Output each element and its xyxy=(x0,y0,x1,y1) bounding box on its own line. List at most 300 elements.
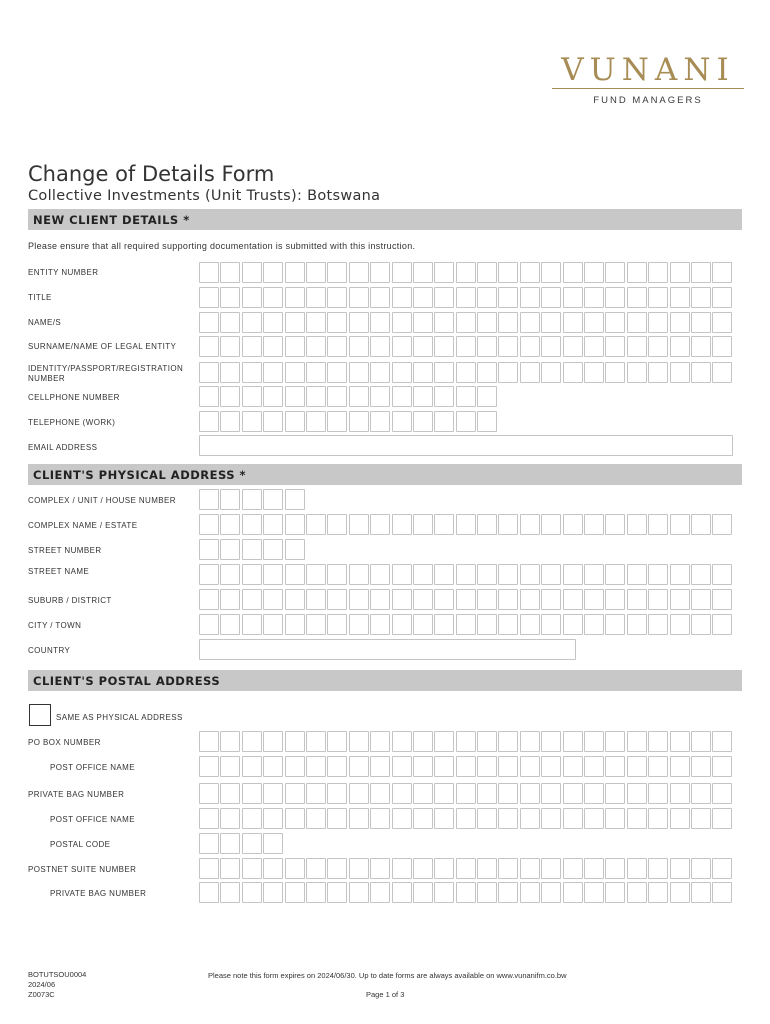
character-box[interactable] xyxy=(370,731,390,752)
character-box[interactable] xyxy=(691,882,711,903)
character-box[interactable] xyxy=(199,589,219,610)
character-box[interactable] xyxy=(327,808,347,829)
character-box[interactable] xyxy=(498,514,518,535)
character-box[interactable] xyxy=(691,362,711,383)
character-box[interactable] xyxy=(392,386,412,407)
character-box[interactable] xyxy=(456,287,476,308)
character-box[interactable] xyxy=(456,564,476,585)
character-box[interactable] xyxy=(285,312,305,333)
character-box[interactable] xyxy=(584,589,604,610)
character-box[interactable] xyxy=(413,756,433,777)
character-box[interactable] xyxy=(242,756,262,777)
character-box[interactable] xyxy=(349,262,369,283)
character-box[interactable] xyxy=(370,564,390,585)
character-box[interactable] xyxy=(520,614,540,635)
character-box[interactable] xyxy=(456,514,476,535)
character-box[interactable] xyxy=(349,287,369,308)
character-box[interactable] xyxy=(520,362,540,383)
character-box[interactable] xyxy=(392,362,412,383)
character-box[interactable] xyxy=(263,614,283,635)
character-box[interactable] xyxy=(691,287,711,308)
character-box[interactable] xyxy=(563,589,583,610)
character-box[interactable] xyxy=(520,336,540,357)
character-box[interactable] xyxy=(434,287,454,308)
character-box[interactable] xyxy=(670,882,690,903)
title-input[interactable] xyxy=(199,287,734,308)
telephone-input[interactable] xyxy=(199,411,498,432)
character-box[interactable] xyxy=(413,564,433,585)
character-box[interactable] xyxy=(263,262,283,283)
character-box[interactable] xyxy=(648,858,668,879)
character-box[interactable] xyxy=(392,262,412,283)
character-box[interactable] xyxy=(392,858,412,879)
character-box[interactable] xyxy=(263,783,283,804)
character-box[interactable] xyxy=(370,287,390,308)
character-box[interactable] xyxy=(199,514,219,535)
character-box[interactable] xyxy=(327,312,347,333)
character-box[interactable] xyxy=(349,312,369,333)
character-box[interactable] xyxy=(498,858,518,879)
character-box[interactable] xyxy=(392,783,412,804)
character-box[interactable] xyxy=(370,312,390,333)
character-box[interactable] xyxy=(498,262,518,283)
character-box[interactable] xyxy=(648,514,668,535)
character-box[interactable] xyxy=(285,731,305,752)
character-box[interactable] xyxy=(498,362,518,383)
character-box[interactable] xyxy=(670,614,690,635)
character-box[interactable] xyxy=(349,362,369,383)
character-box[interactable] xyxy=(392,756,412,777)
character-box[interactable] xyxy=(605,614,625,635)
character-box[interactable] xyxy=(541,312,561,333)
character-box[interactable] xyxy=(220,756,240,777)
character-box[interactable] xyxy=(477,858,497,879)
character-box[interactable] xyxy=(370,336,390,357)
character-box[interactable] xyxy=(199,336,219,357)
character-box[interactable] xyxy=(456,731,476,752)
character-box[interactable] xyxy=(242,731,262,752)
character-box[interactable] xyxy=(563,756,583,777)
character-box[interactable] xyxy=(285,386,305,407)
character-box[interactable] xyxy=(605,731,625,752)
character-box[interactable] xyxy=(563,858,583,879)
identity-number-input[interactable] xyxy=(199,362,734,383)
character-box[interactable] xyxy=(285,489,305,510)
character-box[interactable] xyxy=(498,808,518,829)
character-box[interactable] xyxy=(498,756,518,777)
character-box[interactable] xyxy=(477,564,497,585)
character-box[interactable] xyxy=(220,808,240,829)
character-box[interactable] xyxy=(199,287,219,308)
character-box[interactable] xyxy=(605,783,625,804)
character-box[interactable] xyxy=(520,287,540,308)
character-box[interactable] xyxy=(563,336,583,357)
character-box[interactable] xyxy=(605,336,625,357)
character-box[interactable] xyxy=(477,514,497,535)
character-box[interactable] xyxy=(263,386,283,407)
character-box[interactable] xyxy=(349,614,369,635)
character-box[interactable] xyxy=(434,882,454,903)
character-box[interactable] xyxy=(263,411,283,432)
character-box[interactable] xyxy=(691,589,711,610)
character-box[interactable] xyxy=(370,808,390,829)
character-box[interactable] xyxy=(220,336,240,357)
character-box[interactable] xyxy=(242,589,262,610)
character-box[interactable] xyxy=(199,882,219,903)
character-box[interactable] xyxy=(242,336,262,357)
character-box[interactable] xyxy=(434,312,454,333)
character-box[interactable] xyxy=(627,783,647,804)
character-box[interactable] xyxy=(520,262,540,283)
character-box[interactable] xyxy=(691,756,711,777)
character-box[interactable] xyxy=(477,731,497,752)
street-number-input[interactable] xyxy=(199,539,306,560)
character-box[interactable] xyxy=(691,312,711,333)
character-box[interactable] xyxy=(605,756,625,777)
character-box[interactable] xyxy=(563,564,583,585)
character-box[interactable] xyxy=(648,287,668,308)
character-box[interactable] xyxy=(392,411,412,432)
character-box[interactable] xyxy=(199,489,219,510)
character-box[interactable] xyxy=(584,262,604,283)
character-box[interactable] xyxy=(712,756,732,777)
character-box[interactable] xyxy=(541,287,561,308)
character-box[interactable] xyxy=(306,756,326,777)
character-box[interactable] xyxy=(199,731,219,752)
character-box[interactable] xyxy=(627,858,647,879)
character-box[interactable] xyxy=(541,362,561,383)
character-box[interactable] xyxy=(327,514,347,535)
character-box[interactable] xyxy=(477,262,497,283)
character-box[interactable] xyxy=(670,756,690,777)
character-box[interactable] xyxy=(520,514,540,535)
character-box[interactable] xyxy=(306,336,326,357)
character-box[interactable] xyxy=(327,589,347,610)
character-box[interactable] xyxy=(242,362,262,383)
character-box[interactable] xyxy=(584,336,604,357)
character-box[interactable] xyxy=(541,882,561,903)
character-box[interactable] xyxy=(199,262,219,283)
character-box[interactable] xyxy=(627,362,647,383)
character-box[interactable] xyxy=(712,287,732,308)
character-box[interactable] xyxy=(285,808,305,829)
character-box[interactable] xyxy=(541,756,561,777)
character-box[interactable] xyxy=(541,783,561,804)
po-box-input[interactable] xyxy=(199,731,734,752)
character-box[interactable] xyxy=(199,564,219,585)
character-box[interactable] xyxy=(392,614,412,635)
character-box[interactable] xyxy=(327,858,347,879)
character-box[interactable] xyxy=(691,614,711,635)
character-box[interactable] xyxy=(263,808,283,829)
character-box[interactable] xyxy=(220,731,240,752)
complex-unit-input[interactable] xyxy=(199,489,306,510)
character-box[interactable] xyxy=(242,287,262,308)
character-box[interactable] xyxy=(627,287,647,308)
character-box[interactable] xyxy=(563,514,583,535)
character-box[interactable] xyxy=(477,386,497,407)
character-box[interactable] xyxy=(605,882,625,903)
character-box[interactable] xyxy=(541,808,561,829)
character-box[interactable] xyxy=(306,808,326,829)
character-box[interactable] xyxy=(263,336,283,357)
character-box[interactable] xyxy=(263,833,283,854)
character-box[interactable] xyxy=(520,756,540,777)
character-box[interactable] xyxy=(670,731,690,752)
character-box[interactable] xyxy=(477,411,497,432)
character-box[interactable] xyxy=(541,262,561,283)
character-box[interactable] xyxy=(498,882,518,903)
character-box[interactable] xyxy=(498,783,518,804)
character-box[interactable] xyxy=(584,731,604,752)
character-box[interactable] xyxy=(563,731,583,752)
character-box[interactable] xyxy=(691,731,711,752)
character-box[interactable] xyxy=(691,564,711,585)
character-box[interactable] xyxy=(691,514,711,535)
character-box[interactable] xyxy=(306,858,326,879)
character-box[interactable] xyxy=(285,539,305,560)
character-box[interactable] xyxy=(670,564,690,585)
character-box[interactable] xyxy=(498,336,518,357)
character-box[interactable] xyxy=(349,336,369,357)
character-box[interactable] xyxy=(712,312,732,333)
character-box[interactable] xyxy=(605,808,625,829)
character-box[interactable] xyxy=(263,882,283,903)
character-box[interactable] xyxy=(584,312,604,333)
postnet-private-bag-input[interactable] xyxy=(199,882,734,903)
character-box[interactable] xyxy=(413,411,433,432)
character-box[interactable] xyxy=(563,362,583,383)
character-box[interactable] xyxy=(263,287,283,308)
character-box[interactable] xyxy=(199,312,219,333)
character-box[interactable] xyxy=(712,564,732,585)
character-box[interactable] xyxy=(434,614,454,635)
character-box[interactable] xyxy=(392,564,412,585)
character-box[interactable] xyxy=(627,808,647,829)
character-box[interactable] xyxy=(434,808,454,829)
character-box[interactable] xyxy=(306,411,326,432)
street-name-input[interactable] xyxy=(199,564,734,585)
character-box[interactable] xyxy=(413,362,433,383)
character-box[interactable] xyxy=(327,731,347,752)
character-box[interactable] xyxy=(627,336,647,357)
character-box[interactable] xyxy=(712,731,732,752)
character-box[interactable] xyxy=(285,783,305,804)
character-box[interactable] xyxy=(220,489,240,510)
character-box[interactable] xyxy=(648,614,668,635)
character-box[interactable] xyxy=(627,882,647,903)
character-box[interactable] xyxy=(434,783,454,804)
character-box[interactable] xyxy=(242,858,262,879)
character-box[interactable] xyxy=(584,783,604,804)
names-input[interactable] xyxy=(199,312,734,333)
city-input[interactable] xyxy=(199,614,734,635)
character-box[interactable] xyxy=(627,756,647,777)
character-box[interactable] xyxy=(670,808,690,829)
character-box[interactable] xyxy=(199,833,219,854)
character-box[interactable] xyxy=(370,614,390,635)
character-box[interactable] xyxy=(413,614,433,635)
character-box[interactable] xyxy=(327,386,347,407)
character-box[interactable] xyxy=(263,514,283,535)
character-box[interactable] xyxy=(370,882,390,903)
character-box[interactable] xyxy=(670,312,690,333)
character-box[interactable] xyxy=(648,731,668,752)
character-box[interactable] xyxy=(670,783,690,804)
character-box[interactable] xyxy=(434,362,454,383)
character-box[interactable] xyxy=(520,808,540,829)
character-box[interactable] xyxy=(242,614,262,635)
character-box[interactable] xyxy=(199,539,219,560)
character-box[interactable] xyxy=(712,589,732,610)
character-box[interactable] xyxy=(306,589,326,610)
character-box[interactable] xyxy=(285,411,305,432)
cellphone-input[interactable] xyxy=(199,386,498,407)
character-box[interactable] xyxy=(242,882,262,903)
character-box[interactable] xyxy=(627,614,647,635)
character-box[interactable] xyxy=(306,386,326,407)
character-box[interactable] xyxy=(392,287,412,308)
character-box[interactable] xyxy=(306,882,326,903)
character-box[interactable] xyxy=(456,589,476,610)
character-box[interactable] xyxy=(349,514,369,535)
character-box[interactable] xyxy=(648,882,668,903)
character-box[interactable] xyxy=(220,514,240,535)
character-box[interactable] xyxy=(263,731,283,752)
character-box[interactable] xyxy=(349,756,369,777)
character-box[interactable] xyxy=(434,858,454,879)
character-box[interactable] xyxy=(263,312,283,333)
character-box[interactable] xyxy=(285,362,305,383)
email-input[interactable] xyxy=(199,435,733,456)
character-box[interactable] xyxy=(691,858,711,879)
character-box[interactable] xyxy=(413,808,433,829)
character-box[interactable] xyxy=(413,312,433,333)
character-box[interactable] xyxy=(584,858,604,879)
character-box[interactable] xyxy=(434,411,454,432)
character-box[interactable] xyxy=(456,882,476,903)
character-box[interactable] xyxy=(263,564,283,585)
character-box[interactable] xyxy=(712,858,732,879)
character-box[interactable] xyxy=(691,808,711,829)
character-box[interactable] xyxy=(199,362,219,383)
pb-post-office-input[interactable] xyxy=(199,808,734,829)
po-post-office-input[interactable] xyxy=(199,756,734,777)
character-box[interactable] xyxy=(199,386,219,407)
character-box[interactable] xyxy=(199,858,219,879)
character-box[interactable] xyxy=(541,589,561,610)
character-box[interactable] xyxy=(220,858,240,879)
character-box[interactable] xyxy=(670,336,690,357)
character-box[interactable] xyxy=(349,589,369,610)
character-box[interactable] xyxy=(327,882,347,903)
character-box[interactable] xyxy=(306,564,326,585)
character-box[interactable] xyxy=(327,411,347,432)
character-box[interactable] xyxy=(477,362,497,383)
character-box[interactable] xyxy=(285,336,305,357)
character-box[interactable] xyxy=(605,262,625,283)
character-box[interactable] xyxy=(349,386,369,407)
character-box[interactable] xyxy=(670,858,690,879)
character-box[interactable] xyxy=(242,262,262,283)
character-box[interactable] xyxy=(349,731,369,752)
character-box[interactable] xyxy=(498,312,518,333)
character-box[interactable] xyxy=(477,756,497,777)
character-box[interactable] xyxy=(242,489,262,510)
character-box[interactable] xyxy=(242,564,262,585)
character-box[interactable] xyxy=(456,312,476,333)
character-box[interactable] xyxy=(563,312,583,333)
character-box[interactable] xyxy=(456,614,476,635)
character-box[interactable] xyxy=(498,287,518,308)
character-box[interactable] xyxy=(563,808,583,829)
character-box[interactable] xyxy=(498,564,518,585)
character-box[interactable] xyxy=(434,386,454,407)
character-box[interactable] xyxy=(220,882,240,903)
character-box[interactable] xyxy=(327,336,347,357)
character-box[interactable] xyxy=(541,564,561,585)
character-box[interactable] xyxy=(648,783,668,804)
character-box[interactable] xyxy=(434,756,454,777)
character-box[interactable] xyxy=(242,808,262,829)
character-box[interactable] xyxy=(712,336,732,357)
character-box[interactable] xyxy=(691,336,711,357)
character-box[interactable] xyxy=(199,614,219,635)
character-box[interactable] xyxy=(220,589,240,610)
character-box[interactable] xyxy=(199,783,219,804)
character-box[interactable] xyxy=(370,362,390,383)
character-box[interactable] xyxy=(434,514,454,535)
character-box[interactable] xyxy=(605,589,625,610)
character-box[interactable] xyxy=(434,262,454,283)
character-box[interactable] xyxy=(392,336,412,357)
character-box[interactable] xyxy=(242,783,262,804)
character-box[interactable] xyxy=(327,362,347,383)
character-box[interactable] xyxy=(584,756,604,777)
character-box[interactable] xyxy=(370,411,390,432)
character-box[interactable] xyxy=(413,386,433,407)
character-box[interactable] xyxy=(349,783,369,804)
character-box[interactable] xyxy=(520,312,540,333)
postnet-suite-input[interactable] xyxy=(199,858,734,879)
same-as-physical-checkbox[interactable] xyxy=(29,704,51,726)
character-box[interactable] xyxy=(520,564,540,585)
character-box[interactable] xyxy=(392,514,412,535)
character-box[interactable] xyxy=(370,589,390,610)
character-box[interactable] xyxy=(242,386,262,407)
character-box[interactable] xyxy=(199,756,219,777)
complex-name-input[interactable] xyxy=(199,514,734,535)
character-box[interactable] xyxy=(541,336,561,357)
character-box[interactable] xyxy=(413,336,433,357)
character-box[interactable] xyxy=(712,808,732,829)
character-box[interactable] xyxy=(712,783,732,804)
character-box[interactable] xyxy=(563,783,583,804)
character-box[interactable] xyxy=(541,514,561,535)
character-box[interactable] xyxy=(477,783,497,804)
character-box[interactable] xyxy=(456,336,476,357)
character-box[interactable] xyxy=(670,589,690,610)
character-box[interactable] xyxy=(712,514,732,535)
character-box[interactable] xyxy=(220,833,240,854)
character-box[interactable] xyxy=(477,882,497,903)
character-box[interactable] xyxy=(242,514,262,535)
character-box[interactable] xyxy=(349,564,369,585)
character-box[interactable] xyxy=(370,783,390,804)
character-box[interactable] xyxy=(413,858,433,879)
character-box[interactable] xyxy=(456,411,476,432)
character-box[interactable] xyxy=(584,808,604,829)
